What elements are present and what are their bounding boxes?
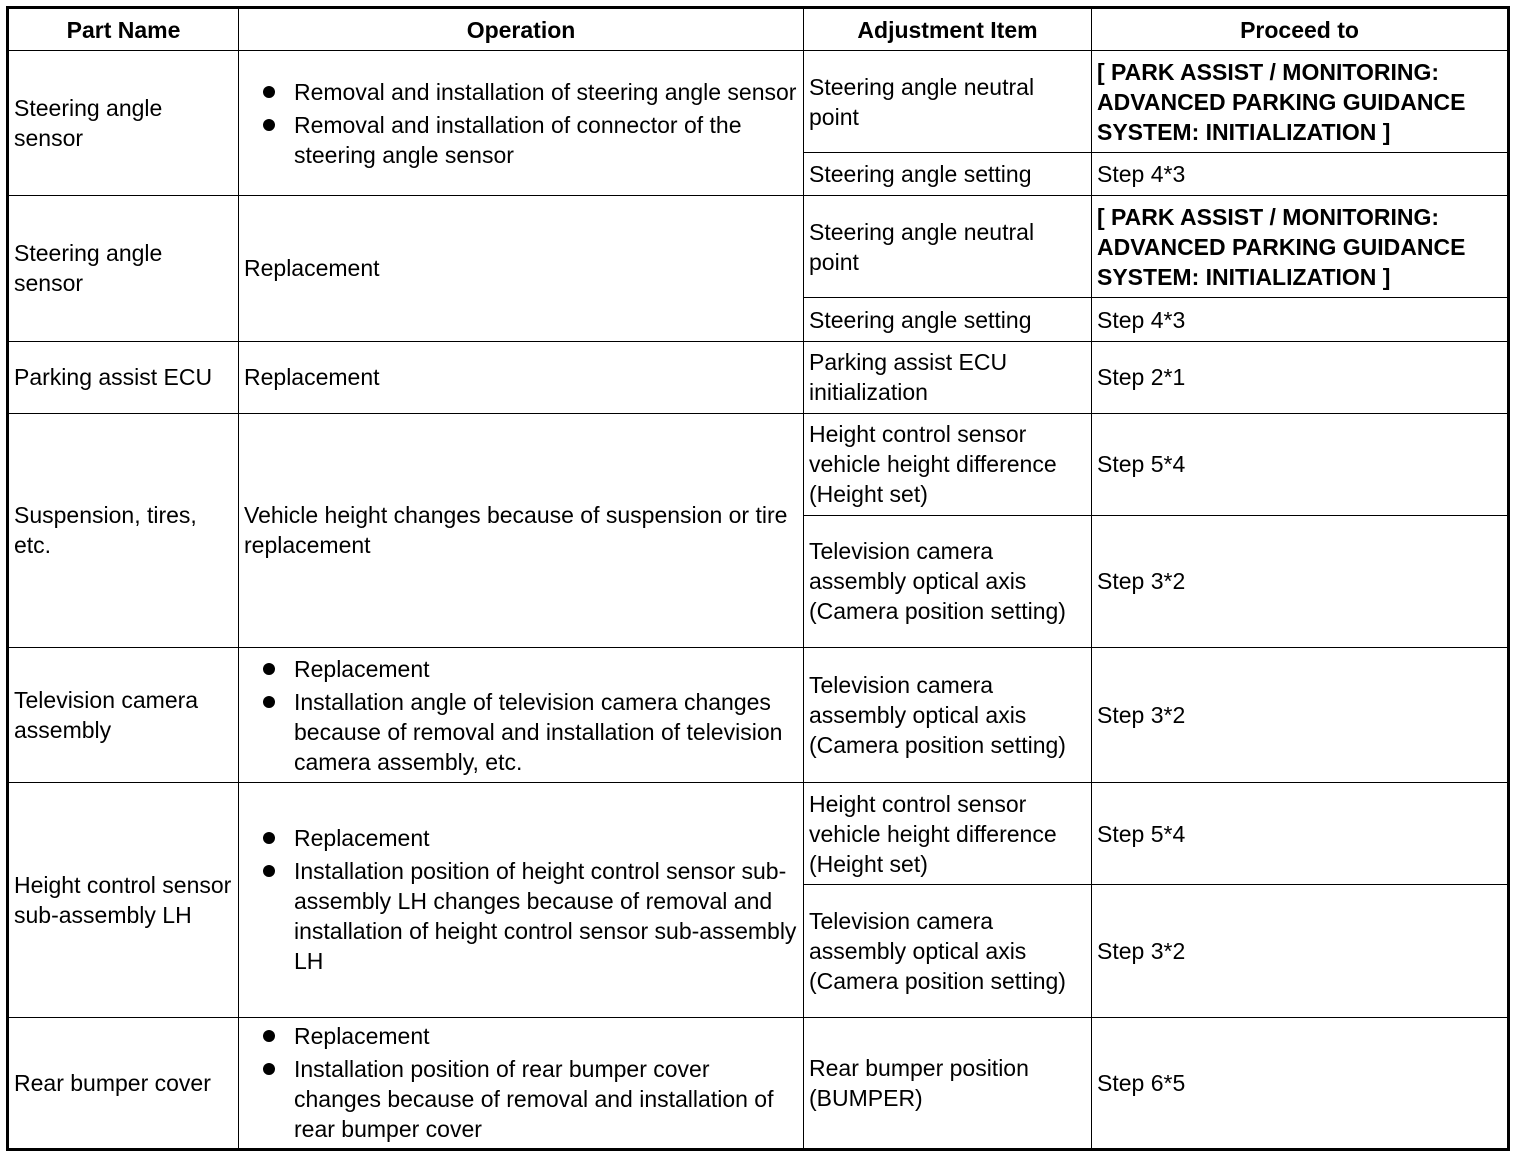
- adjustment-item-cell: Steering angle neutral point: [804, 51, 1092, 153]
- adjustment-item-cell: Rear bumper position (BUMPER): [804, 1017, 1092, 1149]
- proceed-to-link[interactable]: [ PARK ASSIST / MONITORING: ADVANCED PARKING GUIDANCE SYSTEM: INITIALIZATION ]: [1092, 51, 1509, 153]
- table-row: [8, 783, 1509, 885]
- operation-cell: [239, 648, 804, 783]
- operation-cell: [239, 1017, 804, 1149]
- operation-bullet-list: [244, 77, 798, 170]
- proceed-to-link[interactable]: [ PARK ASSIST / MONITORING: ADVANCED PARKING GUIDANCE SYSTEM: INITIALIZATION ]: [1092, 196, 1509, 298]
- adjustment-item-cell: Steering angle setting: [804, 298, 1092, 341]
- adjustment-item-cell: Television camera assembly optical axis (Camera position setting): [804, 515, 1092, 647]
- adjustment-item-cell: Television camera assembly optical axis (Camera position setting): [804, 648, 1092, 783]
- table-header-row: [8, 8, 1509, 51]
- operation-bullet: Removal and installation of connector of the steering angle sensor: [244, 110, 798, 170]
- adjustment-item-cell: Steering angle neutral point: [804, 196, 1092, 298]
- table-row: [8, 648, 1509, 783]
- header-operation: Operation: [239, 8, 804, 51]
- operation-cell: Replacement: [239, 196, 804, 341]
- table-row: [8, 196, 1509, 298]
- proceed-to-cell: Step 3*2: [1092, 648, 1509, 783]
- operation-bullet: Replacement: [244, 1021, 798, 1051]
- adjustment-table: [6, 6, 1510, 1151]
- proceed-to-cell: Step 3*2: [1092, 885, 1509, 1017]
- operation-cell: Vehicle height changes because of suspension or tire replacement: [239, 413, 804, 647]
- part-name-cell: Rear bumper cover: [8, 1017, 239, 1149]
- table-row: [8, 413, 1509, 515]
- operation-cell: [239, 783, 804, 1017]
- proceed-to-cell: Step 5*4: [1092, 783, 1509, 885]
- operation-bullet: Installation position of height control sensor sub-assembly LH changes because of removal and installation of height control sensor sub-assembly LH: [244, 856, 798, 976]
- part-name-cell: Steering angle sensor: [8, 196, 239, 341]
- proceed-to-cell: Step 4*3: [1092, 153, 1509, 196]
- proceed-to-cell: Step 4*3: [1092, 298, 1509, 341]
- operation-bullet-list: [244, 654, 798, 777]
- adjustment-item-cell: Height control sensor vehicle height difference (Height set): [804, 413, 1092, 515]
- proceed-to-cell: Step 2*1: [1092, 341, 1509, 413]
- operation-bullet: Removal and installation of steering angle sensor: [244, 77, 798, 107]
- header-part-name: Part Name: [8, 8, 239, 51]
- adjustment-item-cell: Height control sensor vehicle height difference (Height set): [804, 783, 1092, 885]
- adjustment-item-cell: Television camera assembly optical axis (Camera position setting): [804, 885, 1092, 1017]
- operation-bullet: Replacement: [244, 654, 798, 684]
- header-proceed-to: Proceed to: [1092, 8, 1509, 51]
- table-row: [8, 1017, 1509, 1149]
- part-name-cell: Steering angle sensor: [8, 51, 239, 196]
- adjustment-item-cell: Steering angle setting: [804, 153, 1092, 196]
- header-adjustment-item: Adjustment Item: [804, 8, 1092, 51]
- operation-cell: Replacement: [239, 341, 804, 413]
- operation-cell: [239, 51, 804, 196]
- part-name-cell: Television camera assembly: [8, 648, 239, 783]
- operation-bullet-list: [244, 1021, 798, 1144]
- part-name-cell: Height control sensor sub-assembly LH: [8, 783, 239, 1017]
- table-row: [8, 341, 1509, 413]
- proceed-to-cell: Step 5*4: [1092, 413, 1509, 515]
- operation-bullet: Replacement: [244, 823, 798, 853]
- proceed-to-cell: Step 3*2: [1092, 515, 1509, 647]
- operation-bullet: Installation angle of television camera changes because of removal and installation of television camera assembly, etc.: [244, 687, 798, 777]
- operation-bullet-list: [244, 823, 798, 976]
- adjustment-item-cell: Parking assist ECU initialization: [804, 341, 1092, 413]
- operation-bullet: Installation position of rear bumper cover changes because of removal and installation of rear bumper cover: [244, 1054, 798, 1144]
- part-name-cell: Parking assist ECU: [8, 341, 239, 413]
- part-name-cell: Suspension, tires, etc.: [8, 413, 239, 647]
- table-row: [8, 51, 1509, 153]
- proceed-to-cell: Step 6*5: [1092, 1017, 1509, 1149]
